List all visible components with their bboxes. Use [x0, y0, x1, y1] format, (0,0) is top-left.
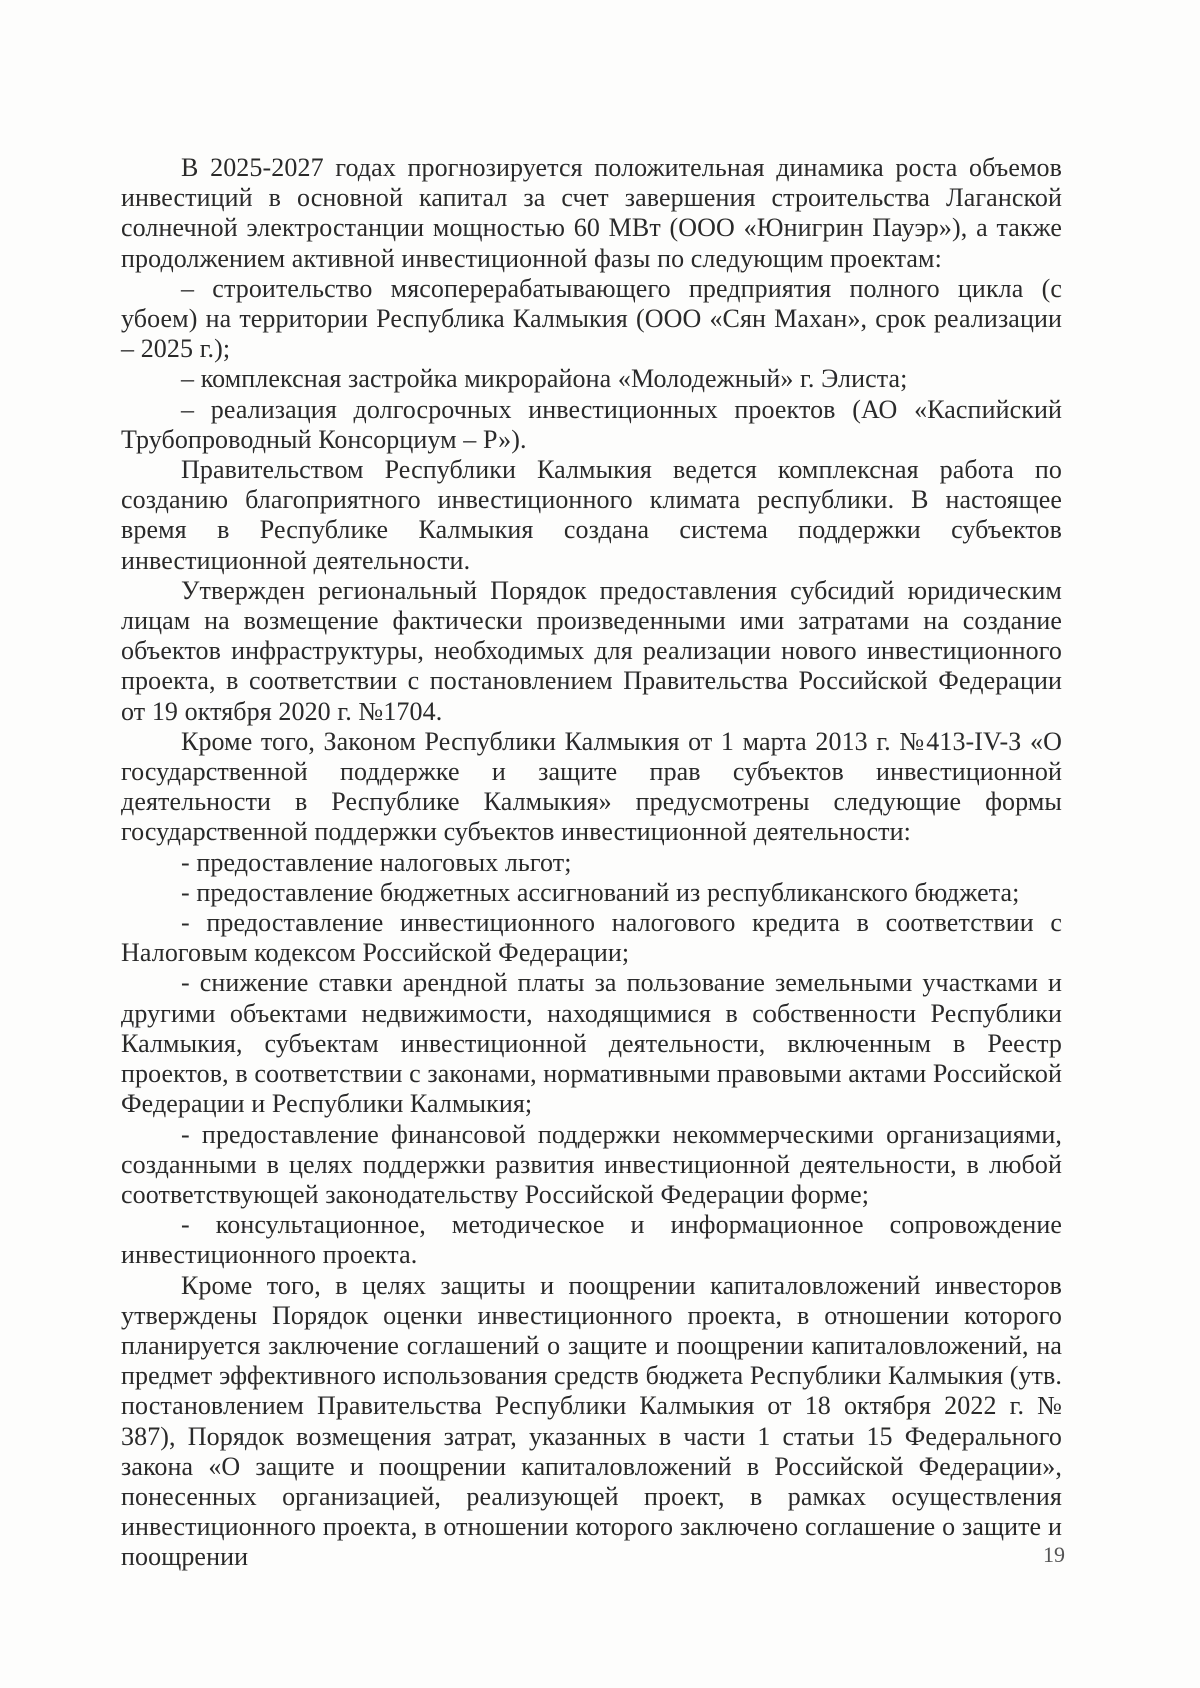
paragraph-subsidy-procedure: Утвержден региональный Порядок предоставления субсидий юридическим лицам на возмещение фактически произведенными ими затратами на создание объектов инфраструктуры, необходимых для реализации нового инвестиционного проекта, в соответствии с постановлением Правительства Российской Федерации от 19 октября 2020 г. №1704. — [121, 575, 1062, 726]
paragraph-government-work: Правительством Республики Калмыкия ведется комплексная работа по созданию благоприятного инвестиционного климата республики. В настоящее время в Республике Калмыкия создана система поддержки субъектов инвестиционной деятельности. — [121, 455, 1062, 575]
list-item-consulting: - консультационное, методическое и информационное сопровождение инвестиционного проекта. — [121, 1210, 1062, 1270]
paragraph-project-cpc: – реализация долгосрочных инвестиционных проектов (АО «Каспийский Трубопроводный Консорциум – Р»). — [121, 394, 1062, 454]
list-item-budget-allocations: - предоставление бюджетных ассигнований из республиканского бюджета; — [181, 877, 1020, 907]
list-item-tax-credit: - предоставление инвестиционного налогового кредита в соответствии с Налоговым кодексом Российской Федерации; — [121, 908, 1062, 968]
paragraph-project-molodezhny: – комплексная застройка микрорайона «Молодежный» г. Элиста; — [181, 364, 908, 394]
list-item-tax-benefits: - предоставление налоговых льгот; — [181, 847, 572, 877]
paragraph-law-support-forms: Кроме того, Законом Республики Калмыкия от 1 марта 2013 г. №413-IV-З «О государственной поддержке и защите прав субъектов инвестиционной деятельности в Республике Калмыкия» предусмотрены следующие формы государственной поддержки субъектов инвестиционной деятельности: — [121, 726, 1062, 847]
list-item-financial-support: - предоставление финансовой поддержки некоммерческими организациями, созданными в целях поддержки развития инвестиционной деятельности, в любой соответствующей законодательству Российской Федерации форме; — [121, 1119, 1062, 1209]
paragraph-project-meat-plant: – строительство мясоперерабатывающего предприятия полного цикла (с убоем) на территории Республика Калмыкия (ООО «Сян Махан», срок реализации – 2025 г.); — [121, 273, 1062, 364]
page-number: 19 — [1043, 1542, 1065, 1567]
paragraph-investment-protection: Кроме того, в целях защиты и поощрении капиталовложений инвесторов утверждены Порядок оценки инвестиционного проекта, в отношении которого планируется заключение соглашений о защите и поощрении капиталовложений, на предмет эффективного использования средств бюджета Республики Калмыкия (утв. постановлением Правительства Республики Калмыкия от 18 октября 2022 г. № 387), Порядок возмещения затрат, указанных в части 1 статьи 15 Федерального закона «О защите и поощрении капиталовложений в Российской Федерации», понесенных организацией, реализующей проект, в рамках осуществления инвестиционного проекта, в отношении которого заключено соглашение о защите и поощрении — [121, 1270, 1062, 1572]
paragraph-forecast: В 2025-2027 годах прогнозируется положительная динамика роста объемов инвестиций в основной капитал за счет завершения строительства Лаганской солнечной электростанции мощностью 60 МВт (ООО «Юнигрин Пауэр»), а также продолжением активной инвестиционной фазы по следующим проектам: — [121, 153, 1062, 273]
list-item-rent-reduction: - снижение ставки арендной платы за пользование земельными участками и другими объектами недвижимости, находящимися в собственности Республики Калмыкия, субъектам инвестиционной деятельности, включенным в Реестр проектов, в соответствии с законами, нормативными правовыми актами Российской Федерации и Республики Калмыкия; — [121, 968, 1062, 1119]
document-body — [121, 153, 1062, 1573]
